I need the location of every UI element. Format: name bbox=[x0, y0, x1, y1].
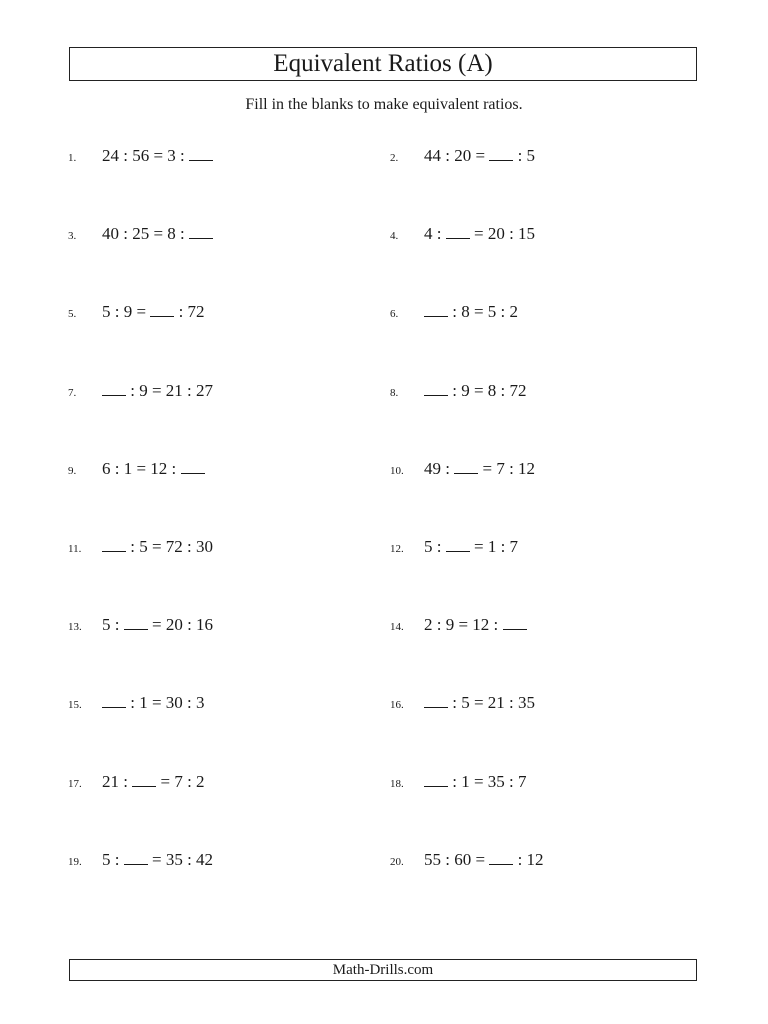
problem-number: 19. bbox=[68, 855, 82, 868]
expression-text: = 7 : 2 bbox=[156, 771, 205, 791]
answer-blank[interactable] bbox=[446, 237, 470, 239]
problem-expression bbox=[424, 772, 527, 792]
expression-text: 40 : 25 = 8 : bbox=[102, 224, 190, 244]
expression-text: 5 : bbox=[424, 537, 446, 556]
expression-text: 55 : 60 = bbox=[424, 849, 490, 869]
problem-number: 17. bbox=[68, 777, 82, 790]
problem-expression bbox=[424, 537, 518, 557]
instructions: Fill in the blanks to make equivalent ratios. bbox=[245, 96, 523, 113]
problem-item bbox=[68, 381, 213, 401]
expression-text: 5 : 9 = bbox=[102, 302, 151, 322]
answer-blank[interactable] bbox=[424, 785, 448, 787]
problem-item bbox=[68, 224, 213, 244]
expression-text: 21 : bbox=[102, 771, 133, 791]
answer-blank[interactable] bbox=[189, 237, 213, 239]
problem-item bbox=[68, 850, 213, 870]
problem-number: 8. bbox=[390, 386, 399, 399]
problem-expression bbox=[102, 302, 205, 322]
problem-number: 4. bbox=[390, 230, 399, 243]
problem-number: 13. bbox=[68, 621, 82, 634]
problem-number: 11. bbox=[68, 543, 82, 555]
answer-blank[interactable] bbox=[181, 472, 205, 474]
problem-expression bbox=[102, 772, 205, 792]
problem-item bbox=[390, 693, 535, 713]
answer-blank[interactable] bbox=[102, 394, 126, 396]
problem-item bbox=[68, 693, 205, 713]
problem-number: 2. bbox=[390, 152, 399, 164]
answer-blank[interactable] bbox=[124, 863, 148, 865]
problem-expression bbox=[102, 615, 213, 635]
problem-number: 18. bbox=[390, 777, 404, 790]
answer-blank[interactable] bbox=[489, 159, 513, 161]
expression-text: 5 : bbox=[102, 849, 124, 869]
expression-text: : 1 = 35 : 7 bbox=[448, 771, 527, 791]
expression-text: 24 : 56 = 3 : bbox=[102, 146, 190, 165]
problem-item bbox=[68, 537, 213, 557]
expression-text: : 9 = 21 : 27 bbox=[126, 380, 214, 400]
expression-text: = 7 : 12 bbox=[478, 458, 536, 478]
problem-item bbox=[68, 302, 205, 322]
answer-blank[interactable] bbox=[424, 394, 448, 396]
answer-blank[interactable] bbox=[132, 785, 156, 787]
problem-number: 20. bbox=[390, 855, 404, 868]
expression-text: : 5 = 21 : 35 bbox=[448, 693, 536, 713]
problem-number: 1. bbox=[68, 152, 77, 164]
expression-text: 2 : 9 = 12 : bbox=[424, 615, 503, 635]
expression-text: = 35 : 42 bbox=[147, 849, 214, 869]
footer: Math-Drills.com bbox=[69, 959, 697, 981]
problem-number: 9. bbox=[68, 464, 77, 477]
problem-number: 14. bbox=[390, 621, 404, 634]
answer-blank[interactable] bbox=[124, 628, 148, 630]
problem-item bbox=[390, 615, 527, 635]
expression-text: 49 : bbox=[424, 458, 455, 478]
problem-expression bbox=[424, 302, 518, 322]
expression-text: = 20 : 15 bbox=[469, 224, 536, 244]
problem-item bbox=[390, 459, 535, 479]
problem-number: 6. bbox=[390, 308, 399, 321]
problem-expression bbox=[424, 615, 527, 635]
answer-blank[interactable] bbox=[102, 550, 126, 552]
problem-item bbox=[390, 772, 527, 792]
problem-expression bbox=[102, 381, 213, 401]
answer-blank[interactable] bbox=[102, 706, 126, 708]
answer-blank[interactable] bbox=[150, 315, 174, 317]
problem-item bbox=[68, 772, 205, 792]
problem-item bbox=[390, 537, 518, 557]
problem-expression bbox=[102, 850, 213, 870]
problem-number: 3. bbox=[68, 230, 77, 243]
problem-number: 12. bbox=[390, 543, 404, 555]
problem-item bbox=[390, 224, 535, 244]
expression-text: : 5 bbox=[513, 146, 536, 165]
problem-number: 16. bbox=[390, 699, 404, 712]
problem-expression bbox=[424, 224, 535, 244]
answer-blank[interactable] bbox=[446, 550, 470, 552]
problem-expression bbox=[102, 693, 205, 713]
problem-number: 15. bbox=[68, 699, 82, 712]
problem-expression bbox=[424, 850, 544, 870]
answer-blank[interactable] bbox=[424, 315, 448, 317]
problem-item bbox=[68, 459, 205, 479]
problem-expression bbox=[102, 146, 213, 166]
answer-blank[interactable] bbox=[503, 628, 527, 630]
expression-text: : 12 bbox=[513, 849, 544, 869]
answer-blank[interactable] bbox=[424, 706, 448, 708]
expression-text: 5 : bbox=[102, 615, 124, 635]
answer-blank[interactable] bbox=[189, 159, 213, 161]
expression-text: = 20 : 16 bbox=[147, 615, 214, 635]
problem-expression bbox=[424, 459, 535, 479]
worksheet-title: Equivalent Ratios (A) bbox=[69, 47, 697, 81]
expression-text: 6 : 1 = 12 : bbox=[102, 458, 181, 478]
problem-item bbox=[390, 381, 527, 401]
expression-text: : 1 = 30 : 3 bbox=[126, 693, 205, 713]
expression-text: : 9 = 8 : 72 bbox=[448, 380, 527, 400]
expression-text: : 72 bbox=[174, 302, 205, 322]
problem-expression bbox=[424, 146, 535, 166]
problem-number: 10. bbox=[390, 464, 404, 477]
expression-text: : 5 = 72 : 30 bbox=[126, 537, 214, 556]
problem-item bbox=[390, 850, 544, 870]
problem-number: 7. bbox=[68, 386, 77, 399]
expression-text: = 1 : 7 bbox=[469, 537, 519, 556]
expression-text: 4 : bbox=[424, 224, 446, 244]
problem-number: 5. bbox=[68, 308, 77, 321]
problem-item bbox=[390, 146, 535, 166]
problem-expression bbox=[102, 459, 205, 479]
expression-text: : 8 = 5 : 2 bbox=[448, 302, 519, 322]
problem-expression bbox=[102, 224, 213, 244]
problem-item bbox=[68, 615, 213, 635]
expression-text: 44 : 20 = bbox=[424, 146, 490, 165]
problem-expression bbox=[424, 381, 527, 401]
problem-item bbox=[68, 146, 213, 166]
problem-expression bbox=[102, 537, 213, 557]
answer-blank[interactable] bbox=[489, 863, 513, 865]
problem-item bbox=[390, 302, 518, 322]
answer-blank[interactable] bbox=[454, 472, 478, 474]
problem-expression bbox=[424, 693, 535, 713]
